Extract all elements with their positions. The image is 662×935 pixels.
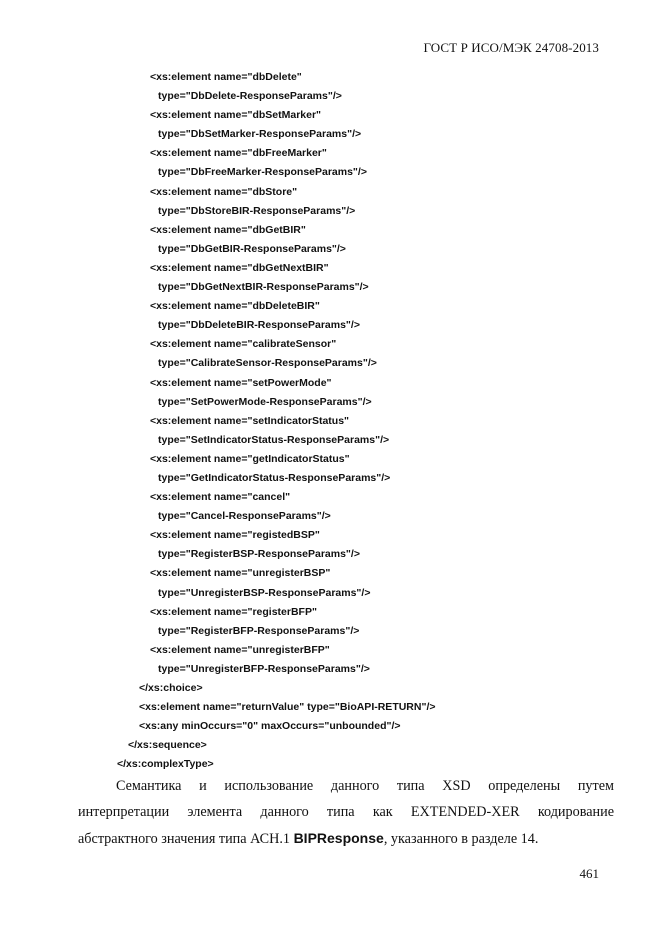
code-line: <xs:any minOccurs="0" maxOccurs="unbounded"/> [139, 720, 401, 733]
type-name: BIPResponse [293, 830, 384, 846]
body-paragraph [78, 773, 614, 852]
code-line: <xs:element name="dbDelete" [150, 71, 302, 83]
code-line: type="SetIndicatorStatus-ResponseParams"/> [158, 433, 390, 446]
xsd-code-block [0, 68, 662, 774]
code-line: type="DbGetNextBIR-ResponseParams"/> [158, 281, 369, 294]
code-line: <xs:element name="setIndicatorStatus" [150, 414, 350, 427]
code-line: type="DbSetMarker-ResponseParams"/> [158, 128, 362, 141]
code-line: <xs:element name="unregisterBFP" [150, 643, 330, 656]
code-line: <xs:element name="unregisterBSP" [150, 567, 331, 580]
code-line: <xs:element name="returnValue" type="BioAPI-RETURN"/> [139, 701, 436, 714]
code-line: type="Cancel-ResponseParams"/> [158, 510, 331, 523]
paragraph-line-2: интерпретации элемента данного типа как EXTENDED-XER кодирование [78, 804, 614, 820]
code-line: <xs:element name="calibrateSensor" [150, 338, 337, 351]
code-line: type="RegisterBFP-ResponseParams"/> [158, 624, 360, 637]
code-line: <xs:element name="dbGetBIR" [150, 223, 306, 236]
code-line: type="DbStoreBIR-ResponseParams"/> [158, 204, 356, 217]
document-header: ГОСТ Р ИСО/МЭК 24708-2013 [423, 40, 599, 55]
code-line: type="CalibrateSensor-ResponseParams"/> [158, 357, 377, 370]
code-line: <xs:element name="dbSetMarker" [150, 109, 322, 122]
code-line: <xs:element name="getIndicatorStatus" [150, 452, 350, 465]
code-line: <xs:element name="dbGetNextBIR" [150, 261, 329, 274]
code-line: type="GetIndicatorStatus-ResponseParams"/> [158, 471, 391, 484]
paragraph-line-1: Семантика и использование данного типа XSD определены путем [116, 778, 614, 794]
code-line: type="UnregisterBSP-ResponseParams"/> [158, 586, 371, 599]
code-line: type="UnregisterBFP-ResponseParams"/> [158, 662, 370, 675]
code-line: <xs:element name="dbStore" [150, 185, 298, 198]
code-line: type="RegisterBSP-ResponseParams"/> [158, 548, 360, 561]
code-line: <xs:element name="registerBFP" [150, 605, 317, 618]
code-line: type="DbGetBIR-ResponseParams"/> [158, 242, 346, 255]
code-line: </xs:choice> [139, 682, 203, 694]
code-line: <xs:element name="cancel" [150, 491, 291, 504]
code-line: type="DbDeleteBIR-ResponseParams"/> [158, 319, 360, 332]
paragraph-line-3 [78, 825, 614, 852]
code-line: <xs:element name="dbDeleteBIR" [150, 300, 320, 313]
code-line: type="DbFreeMarker-ResponseParams"/> [158, 166, 367, 179]
code-line: </xs:sequence> [128, 739, 207, 752]
code-line: type="DbDelete-ResponseParams"/> [158, 90, 342, 103]
code-line: type="SetPowerMode-ResponseParams"/> [158, 395, 372, 408]
paragraph-text: , указанного в разделе 14. [383, 831, 539, 847]
code-line: <xs:element name="registedBSP" [150, 529, 320, 542]
page-number: 461 [579, 866, 599, 881]
code-line: <xs:element name="dbFreeMarker" [150, 147, 327, 160]
paragraph-text: абстрактного значения типа АСН.1 [78, 831, 294, 847]
code-line: </xs:complexType> [117, 758, 214, 771]
code-line: <xs:element name="setPowerMode" [150, 376, 332, 389]
